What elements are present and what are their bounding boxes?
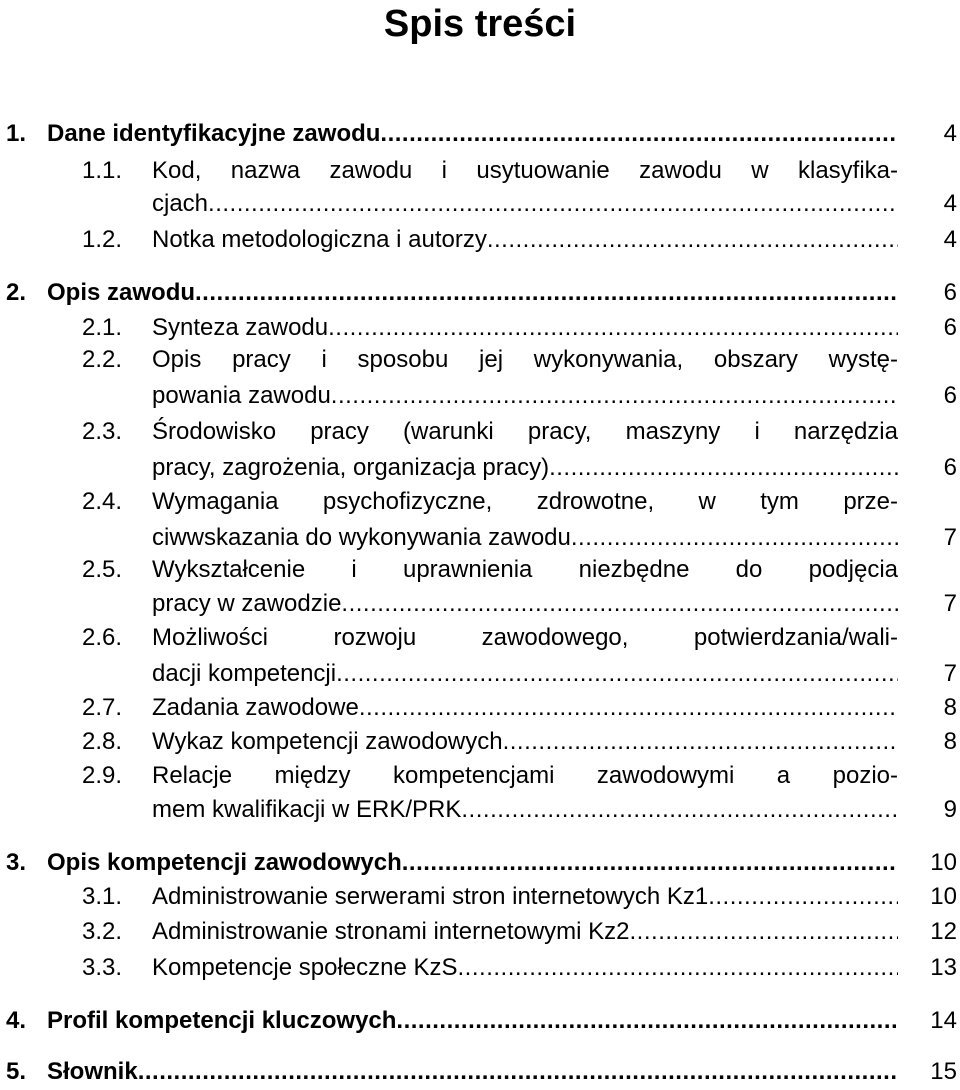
- toc-entry-title: Opis pracy i sposobu jej wykonywania, obszary wystę-: [152, 346, 898, 373]
- toc-entry-number: 2.5.: [82, 556, 123, 583]
- toc-entry-line[interactable]: [0, 845, 960, 881]
- toc-entry-title: Kod, nazwa zawodu i usytuowanie zawodu w klasyfika-: [152, 157, 898, 184]
- toc-entry-line[interactable]: [0, 186, 960, 222]
- toc-entry-number: 3.: [6, 849, 27, 876]
- toc-entry-number: 4.: [6, 1007, 27, 1034]
- toc-entry-number: 2.: [6, 279, 27, 306]
- toc-entry-line[interactable]: [0, 275, 960, 311]
- toc-entry-number: 1.: [6, 120, 27, 147]
- toc-entry-line[interactable]: [0, 116, 960, 152]
- toc-entry-number: 2.3.: [82, 418, 123, 445]
- dot-leader: [396, 1003, 898, 1039]
- toc-entry-page-number: 15: [930, 1058, 957, 1085]
- toc-entry-page-number: 10: [930, 849, 957, 876]
- toc-entry-page-number: 6: [943, 454, 957, 481]
- toc-entry-title: Wykaz kompetencji zawodowych .....: [152, 724, 898, 760]
- toc-entry-title: Zadania zawodowe .....: [152, 690, 898, 726]
- toc-entry-line[interactable]: [0, 758, 960, 794]
- toc-entry-title: ciwwskazania do wykonywania zawodu .....: [152, 520, 898, 556]
- toc-entry-line[interactable]: [0, 310, 960, 346]
- toc-entry-page-number: 4: [943, 226, 957, 253]
- toc-entry-title: pracy w zawodzie .....: [152, 586, 898, 622]
- toc-entry-page-number: 14: [930, 1007, 957, 1034]
- toc-entry-title: Administrowanie serwerami stron internetowych Kz1 .....: [152, 879, 898, 915]
- dot-leader: [458, 950, 898, 986]
- toc-entry-page-number: 6: [943, 314, 957, 341]
- toc-entry-number: 3.3.: [82, 954, 123, 981]
- toc-entry-page-number: 8: [943, 728, 957, 755]
- toc-entry-page-number: 13: [930, 954, 957, 981]
- toc-entry-title: Opis kompetencji zawodowych .....: [47, 845, 898, 881]
- dot-leader: [331, 378, 898, 414]
- toc-entry-line[interactable]: [0, 690, 960, 726]
- toc-entry-number: 2.9.: [82, 762, 123, 789]
- toc-entry-line[interactable]: [0, 520, 960, 556]
- dot-leader: [402, 845, 898, 881]
- toc-entry-title: mem kwalifikacji w ERK/PRK .....: [152, 792, 898, 828]
- toc-entry-page-number: 7: [943, 590, 957, 617]
- toc-entry-number: 2.2.: [82, 346, 123, 373]
- toc-entry-title: Opis zawodu .....: [47, 275, 898, 311]
- toc-entry-number: 3.1.: [82, 883, 123, 910]
- dot-leader: [138, 1054, 898, 1090]
- dot-leader: [328, 310, 898, 346]
- toc-entry-page-number: 6: [943, 382, 957, 409]
- toc-entry-title: Profil kompetencji kluczowych .....: [47, 1003, 898, 1039]
- toc-entry-title: Wykształcenie i uprawnienia niezbędne do podjęcia: [152, 556, 898, 583]
- toc-entry-line[interactable]: [0, 1054, 960, 1090]
- toc-entry-page-number: 4: [943, 190, 957, 217]
- dot-leader: [336, 656, 898, 692]
- toc-entry-page-number: 8: [943, 694, 957, 721]
- toc-entry-line[interactable]: [0, 342, 960, 378]
- dot-leader: [571, 520, 898, 556]
- toc-entry-title: Dane identyfikacyjne zawodu .....: [47, 116, 898, 152]
- toc-entry-title: powania zawodu .....: [152, 378, 898, 414]
- toc-entry-line[interactable]: [0, 914, 960, 950]
- toc-entry-number: 1.2.: [82, 226, 123, 253]
- dot-leader: [549, 450, 898, 486]
- toc-entry-title: Notka metodologiczna i autorzy .....: [152, 222, 898, 258]
- toc-entry-line[interactable]: [0, 586, 960, 622]
- toc-entry-title: pracy, zagrożenia, organizacja pracy) .....: [152, 450, 898, 486]
- toc-entry-title: Synteza zawodu .....: [152, 310, 898, 346]
- dot-leader: [341, 586, 898, 622]
- toc-entry-title: Środowisko pracy (warunki pracy, maszyny i narzędzia: [152, 418, 898, 445]
- toc-entry-page-number: 12: [930, 918, 957, 945]
- toc-entry-line[interactable]: [0, 378, 960, 414]
- toc-entry-number: 1.1.: [82, 157, 123, 184]
- toc-entry-line[interactable]: [0, 222, 960, 258]
- dot-leader: [630, 914, 898, 950]
- toc-entry-number: 2.7.: [82, 694, 123, 721]
- toc-entry-number: 5.: [6, 1058, 27, 1085]
- toc-entry-line[interactable]: [0, 414, 960, 450]
- toc-entry-page-number: 7: [943, 524, 957, 551]
- dot-leader: [359, 690, 898, 726]
- toc-entry-title: Możliwości rozwoju zawodowego, potwierdzania/wali-: [152, 624, 898, 651]
- toc-entry-page-number: 9: [943, 796, 957, 823]
- toc-entry-title: Relacje między kompetencjami zawodowymi a pozio-: [152, 762, 898, 789]
- toc-entry-line[interactable]: [0, 620, 960, 656]
- toc-entry-title: dacji kompetencji .....: [152, 656, 898, 692]
- toc-entry-page-number: 10: [930, 883, 957, 910]
- toc-entry-number: 3.2.: [82, 918, 123, 945]
- toc-entry-number: 2.4.: [82, 488, 123, 515]
- dot-leader: [461, 792, 898, 828]
- toc-entry-number: 2.6.: [82, 624, 123, 651]
- toc-entry-title: Słownik .....: [47, 1054, 898, 1090]
- toc-entry-line[interactable]: [0, 724, 960, 760]
- toc-entry-line[interactable]: [0, 552, 960, 588]
- toc-entry-line[interactable]: [0, 484, 960, 520]
- toc-entry-line[interactable]: [0, 879, 960, 915]
- toc-entry-line[interactable]: [0, 656, 960, 692]
- toc-entry-page-number: 6: [943, 279, 957, 306]
- toc-entry-number: 2.1.: [82, 314, 123, 341]
- dot-leader: [503, 724, 898, 760]
- dot-leader: [487, 222, 898, 258]
- toc-entry-page-number: 7: [943, 660, 957, 687]
- toc-entry-title: Wymagania psychofizyczne, zdrowotne, w tym prze-: [152, 488, 898, 515]
- toc-entry-number: 2.8.: [82, 728, 123, 755]
- dot-leader: [380, 116, 898, 152]
- toc-entry-line[interactable]: [0, 1003, 960, 1039]
- toc-entry-line[interactable]: [0, 792, 960, 828]
- dot-leader: [708, 879, 898, 915]
- toc-entry-line[interactable]: [0, 153, 960, 189]
- toc-entry-title: Kompetencje społeczne KzS .....: [152, 950, 898, 986]
- toc-entry-page-number: 4: [943, 120, 957, 147]
- dot-leader: [195, 275, 898, 311]
- dot-leader: [208, 186, 898, 222]
- toc-entry-line[interactable]: [0, 950, 960, 986]
- toc-entry-line[interactable]: [0, 450, 960, 486]
- page-title: Spis treści: [383, 3, 577, 45]
- toc-entry-title: Administrowanie stronami internetowymi Kz2 .....: [152, 914, 898, 950]
- toc-entry-title: cjach .....: [152, 186, 898, 222]
